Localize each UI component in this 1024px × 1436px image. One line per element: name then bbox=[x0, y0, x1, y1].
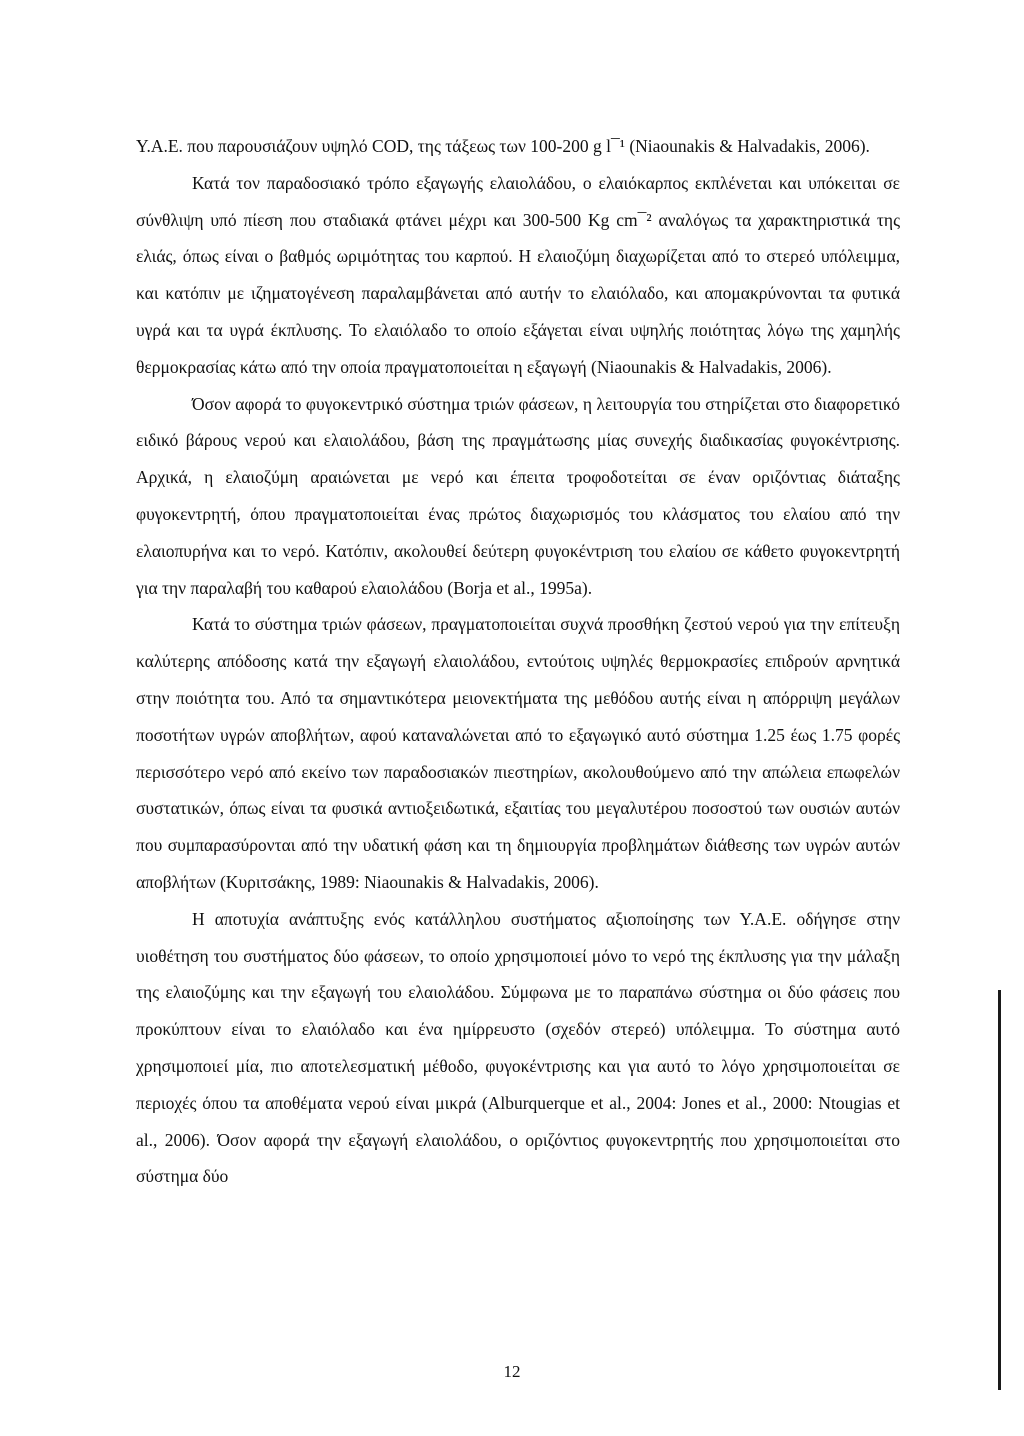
page-number: 12 bbox=[503, 1362, 521, 1381]
paragraph-1: Υ.Α.Ε. που παρουσιάζουν υψηλό COD, της τάξεως των 100-200 g l¯¹ (Niaounakis & Halvadakis, 2006). bbox=[136, 136, 870, 156]
paragraph-3: Όσον αφορά το φυγοκεντρικό σύστημα τριών φάσεων, η λειτουργία του στηρίζεται στο διαφορετικό ειδικό βάρους νερού και ελαιολάδου, βάση της πραγμάτωσης μίας συνεχής διαδικασίας φυγοκέντρισης. Αρχικά, η ελαιοζύμη αραιώνεται με νερό και έπειτα τροφοδοτείται σε έναν οριζόντιας διάταξης φυγοκεντρητή, όπου πραγματοποιείται ένας πρώτος διαχωρισμός του κλάσματος του ελαίου από την ελαιοπυρήνα και το νερό. Κατόπιν, ακολουθεί δεύτερη φυγοκέντριση του ελαίου σε κάθετο φυγοκεντρητή για την παραλαβή του καθαρού ελαιολάδου (Borja et al., 1995a). bbox=[136, 393, 900, 598]
paragraph-5: Η αποτυχία ανάπτυξης ενός κατάλληλου συστήματος αξιοποίησης των Υ.Α.Ε. οδήγησε στην υιοθέτηση του συστήματος δύο φάσεων, το οποίο χρησιμοποιεί μόνο το νερό της έκπλυσης για την μάλαξη της ελαιοζύμης και την εξαγωγή του ελαιολάδου. Σύμφωνα με το παραπάνω σύστημα οι δύο φάσεις που προκύπτουν είναι το ελαιόλαδο και ένα ημίρρευστο (σχεδόν στερεό) υπόλειμμα. Το σύστημα αυτό χρησιμοποιεί μία, πιο αποτελεσματική μέθοδο, φυγοκέντρισης και για αυτό το λόγο χρησιμοποιείται σε περιοχές όπου τα αποθέματα νερού είναι μικρά (Alburquerque et al., 2004: Jones et al., 2000: Ntougias et al., 2006). Όσον αφορά την εξαγωγή ελαιολάδου, ο οριζόντιος φυγοκεντρητής που χρησιμοποιείται στο σύστημα δύο bbox=[136, 908, 900, 1187]
body-text bbox=[136, 128, 900, 1195]
paragraph-2: Κατά τον παραδοσιακό τρόπο εξαγωγής ελαιολάδου, ο ελαιόκαρπος εκπλένεται και υπόκειται σε σύνθλιψη υπό πίεση που σταδιακά φτάνει μέχρι και 300-500 Kg cm¯² αναλόγως τα χαρακτηριστικά της ελιάς, όπως είναι ο βαθμός ωριμότητας του καρπού. Η ελαιοζύμη διαχωρίζεται από το στερεό υπόλειμμα, και κατόπιν με ιζηματογένεση παραλαμβάνεται από αυτήν το ελαιόλαδο, και απομακρύνονται τα φυτικά υγρά και τα υγρά έκπλυσης. Το ελαιόλαδο το οποίο εξάγεται είναι υψηλής ποιότητας λόγω της χαμηλής θερμοκρασίας κάτω από την οποία πραγματοποιείται η εξαγωγή (Niaounakis & Halvadakis, 2006). bbox=[136, 172, 900, 377]
paragraph-4: Κατά το σύστημα τριών φάσεων, πραγματοποιείται συχνά προσθήκη ζεστού νερού για την επίτευξη καλύτερης απόδοσης κατά την εξαγωγή ελαιολάδου, εντούτοις υψηλές θερμοκρασίες επιδρούν αρνητικά στην ποιότητα του. Από τα σημαντικότερα μειονεκτήματα της μεθόδου αυτής είναι η απόρριψη μεγάλων ποσοτήτων υγρών αποβλήτων, αφού καταναλώνεται από το εξαγωγικό αυτό σύστημα 1.25 έως 1.75 φορές περισσότερο νερό από εκείνο των παραδοσιακών πιεστηρίων, ακολουθούμενο από την απώλεια επωφελών συστατικών, όπως είναι τα φυσικά αντιοξειδωτικά, εξαιτίας του μεγαλυτέρου ποσοστού των ουσιών αυτών που συμπαρασύρονται από την υδατική φάση και τη δημιουργία προβλημάτων διάθεσης των υγρών αυτών αποβλήτων (Κυριτσάκης, 1989: Niaounakis & Halvadakis, 2006). bbox=[136, 614, 900, 892]
margin-rule bbox=[998, 990, 1001, 1390]
